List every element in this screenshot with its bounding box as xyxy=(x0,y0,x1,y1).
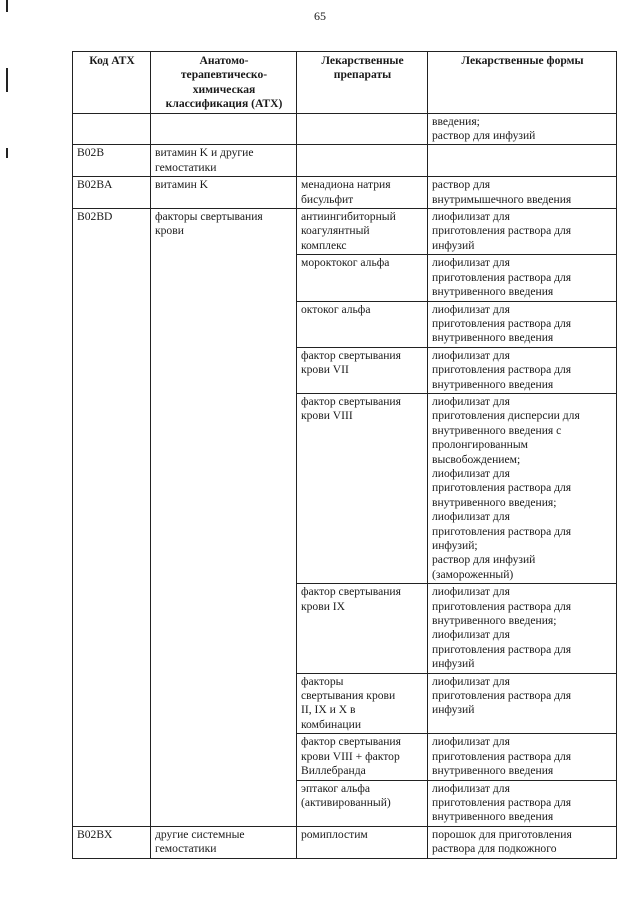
cell-drug: антиингибиторный коагулянтный комплекс xyxy=(297,209,428,255)
cell-drug: фактор свертывания крови VII xyxy=(297,347,428,393)
cell-form: раствор для внутримышечного введения xyxy=(428,177,617,209)
cell-form xyxy=(428,145,617,177)
table-row xyxy=(73,145,617,177)
cell-form: лиофилизат для приготовления раствора для инфузий xyxy=(428,209,617,255)
cell-drug xyxy=(297,113,428,145)
cell-drug: ромиплостим xyxy=(297,826,428,858)
cell-classification: факторы свертывания крови xyxy=(151,209,297,827)
cell-drug: октоког альфа xyxy=(297,301,428,347)
cell-drug: фактор свертывания крови IX xyxy=(297,584,428,673)
cell-form: лиофилизат для приготовления раствора для внутривенного введения xyxy=(428,301,617,347)
cell-drug: факторы свертывания крови II, IX и X в комбинации xyxy=(297,673,428,734)
header-drugs: Лекарственные препараты xyxy=(297,52,428,114)
header-forms: Лекарственные формы xyxy=(428,52,617,114)
cell-drug: менадиона натрия бисульфит xyxy=(297,177,428,209)
margin-mark xyxy=(6,0,8,12)
header-classification: Анатомо- терапевтическо- химическая классификация (АТХ) xyxy=(151,52,297,114)
cell-classification: витамин K и другие гемостатики xyxy=(151,145,297,177)
cell-drug: фактор свертывания крови VIII xyxy=(297,393,428,583)
cell-form: лиофилизат для приготовления раствора для инфузий xyxy=(428,673,617,734)
cell-form: порошок для приготовления раствора для подкожного xyxy=(428,826,617,858)
cell-form: введения; раствор для инфузий xyxy=(428,113,617,145)
cell-form: лиофилизат для приготовления раствора для внутривенного введения; лиофилизат для приготовления раствора для инфузий xyxy=(428,584,617,673)
table-row xyxy=(73,177,617,209)
cell-form: лиофилизат для приготовления дисперсии для внутривенного введения с пролонгированным высвобождением; лиофилизат для приготовления раствора для внутривенного введения; лиофилизат для приготовления раствора для инфузий; раствор для инфузий (замороженный) xyxy=(428,393,617,583)
margin-mark xyxy=(6,68,8,92)
table-row xyxy=(73,826,617,858)
cell-drug: эптаког альфа (активированный) xyxy=(297,780,428,826)
cell-code: B02BX xyxy=(73,826,151,858)
margin-mark xyxy=(6,148,8,158)
cell-classification: другие системные гемостатики xyxy=(151,826,297,858)
page-number: 65 xyxy=(314,9,326,23)
table-header-row xyxy=(73,52,617,114)
cell-code: B02BD xyxy=(73,209,151,827)
table-row xyxy=(73,113,617,145)
cell-code xyxy=(73,113,151,145)
cell-form: лиофилизат для приготовления раствора для внутривенного введения xyxy=(428,734,617,780)
cell-code: B02B xyxy=(73,145,151,177)
cell-code: B02BA xyxy=(73,177,151,209)
cell-drug xyxy=(297,145,428,177)
cell-classification: витамин K xyxy=(151,177,297,209)
cell-classification xyxy=(151,113,297,145)
table-row xyxy=(73,209,617,255)
header-code: Код АТХ xyxy=(73,52,151,114)
atx-table xyxy=(72,51,617,859)
cell-drug: мороктоког альфа xyxy=(297,255,428,301)
cell-form: лиофилизат для приготовления раствора для внутривенного введения xyxy=(428,347,617,393)
cell-form: лиофилизат для приготовления раствора для внутривенного введения xyxy=(428,780,617,826)
cell-form: лиофилизат для приготовления раствора для внутривенного введения xyxy=(428,255,617,301)
cell-drug: фактор свертывания крови VIII + фактор Виллебранда xyxy=(297,734,428,780)
